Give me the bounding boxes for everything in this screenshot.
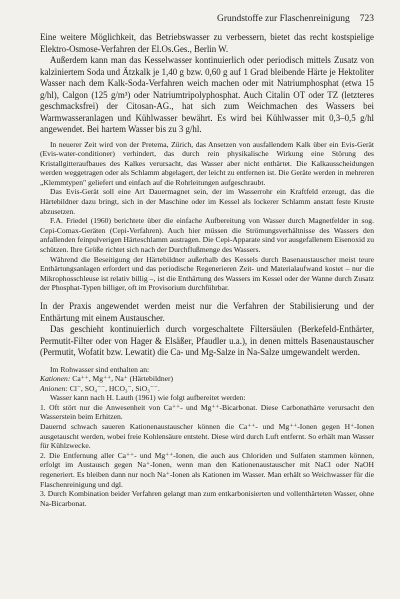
header-title: Grundstoffe zur Flaschenreinigung (216, 14, 350, 24)
intro-section (40, 32, 374, 136)
list-item-2: 2. Die Entfernung aller Ca⁺⁺- und Mg⁺⁺-Ionen, die auch aus Chloriden und Sulfaten stammen können, erfolgt im Austausch gegen Na⁺-Ionen, wenn man den Kationenaustauscher mit NaCl oder NaOH regeneriert. Es bleiben dann nur noch Na⁺-Ionen als Kationen im Wasser. Man erhält so Weichwasser für die Flaschenreinigung und dgl. (40, 450, 374, 489)
paragraph-elektro-osmose: Eine weitere Möglichkeit, das Betriebswasser zu verbessern, bietet das recht kostspielige Elektro-Osmose-Verfahren der El.Os.Ges., Berlin W. (40, 32, 374, 54)
kationen-value: Ca⁺⁺, Mg⁺⁺, Na⁺ (Härtebildner) (72, 374, 174, 384)
paragraph-praxis: In der Praxis angewendet werden meist nur die Verfahren der Stabilisierung und der Enthärtung mit einem Austauscher. (40, 301, 374, 323)
page-number: 723 (359, 14, 374, 24)
list-item-1: 1. Oft stört nur die Anwesenheit von Ca⁺⁺- und Mg⁺⁺-Bicarbonat. Diese Carbonathärte verursacht den Wasserstein beim Erhitzen. (40, 402, 374, 422)
anionen-line (40, 384, 374, 394)
fine-print-section (40, 140, 374, 294)
anionen-value: Cl⁻, SO₄⁻⁻, HCO₃⁻, SiO₃⁻⁻. (69, 383, 160, 393)
kationen-label: Kationen: (40, 374, 71, 384)
paragraph-basenaustauscher: Während die Beseitigung der Härtebildner außerhalb des Kessels durch Basenaustauscher meist teure Enthärtungsanlagen erfordert und das periodische Regenerieren Zeit- und Materialaufwand kostet – nur die Mikrophosschleuse ist relativ billig –, ist die Enthärtung des Wassers im Kessel oder der Wanne durch Zusatz der Phosphat-Typen billiger, oft im Provisorium durchführbar. (40, 254, 374, 293)
paragraph-lauth: Wasser kann nach H. Lauth (1961) wie folgt aufbereitet werden: (50, 393, 246, 403)
anionen-label: Anionen: (40, 383, 68, 393)
list-item-1b: Dauernd schwach saueren Kationenaustauscher können die Ca⁺⁺- und Mg⁺⁺-Ionen gegen H⁺-Ionen ausgetauscht werden, wobei freie Kohlensäure entsteht. Diese wird durch Luft entfernt. So erhält man Wasser für Kühlzwecke. (40, 422, 374, 451)
paragraph-dauermagnet: Das Evis-Gerät soll eine Art Dauermagnet sein, der im Wasserrohr ein Kraftfeld erzeugt, das die Härtebildner dazu bringt, sich in der Maschine oder im Kessel als lockerer Schlamm anstatt feste Kruste abzusetzen. (40, 187, 374, 216)
kationen-line (40, 374, 374, 384)
paragraph-kalk-soda: Außerdem kann man das Kesselwasser kontinuierlich oder periodisch mittels Zusatz von kalziniertem Soda und Ätzkalk je 1,40 g bzw. 0,60 g auf 1 Grad bleibende Härte je Hektoliter Wasser nach dem Kalk-Soda-Verfahren weich machen oder mit Natriumphosphat (etwa 15 g/hl), Calgon (125 g/m³) oder Natriumtripolyphosphat. Auch Citalin OT oder TZ (letzteres geschmacksfrei) der Citosan-AG., hat sich zum Weichmachen des Wassers bei Warmwasseranlagen und Kühlwasser bewährt. Es wird bei Kühlwasser mit 0,3–0,5 g/hl angewendet. Bei hartem Wasser bis zu 3 g/hl. (40, 55, 374, 134)
list-item-3: 3. Durch Kombination beider Verfahren gelangt man zum entkarbonisierten und vollenthärteten Wasser, ohne Na-Bicarbonat. (40, 489, 374, 508)
running-header (40, 14, 374, 24)
paragraph-friedel: F.A. Friedel (1960) berichtete über die einfache Aufbereitung von Wasser durch Magnetfelder in sog. Cepi-Comax-Geräten (Cepi-Verfahren). Auch hier müssen die Strömungsverhältnisse des Wassers den anfallenden feinpulverigen Härteschlamm austragen. Die Cepi-Apparate sind vor ausgefallenem Eisenoxid zu schützen. Ihre Größe richtet sich nach der Durchflußmenge des Wassers. (40, 216, 374, 255)
paragraph-evis-geraet: In neuerer Zeit wird von der Pretema, Zürich, das Ansetzen von ausfallendem Kalk über ein Evis-Gerät (Evis-water-conditioner) verhindert, das durch rein physikalische Wirkung eine Störung des Kristallgitteraufbaues des Kalkes verursacht, das Wasser aber nicht enthärtet. Die Kalkausscheidungen werden weggetragen oder als Schlamm abgelagert, der leicht zu entfernen ist. Die Geräte werden in mehreren „Klemmtypen" geliefert und einfach auf die Rohrleitungen aufgeschraubt. (40, 139, 374, 187)
rohwasser-intro: Im Rohwasser sind enthalten an: (50, 364, 150, 374)
praxis-section (40, 301, 374, 359)
rohwasser-section (40, 365, 374, 509)
paragraph-filtersaeulen: Das geschieht kontinuierlich durch vorgeschaltete Filtersäulen (Berkefeld-Enthärter, Permutit-Filter oder von Hager & Elsäßer, Pfaudler u.a.), in denen mittels Basenaustauscher (Permutit, Wofatit bzw. Lewatit) die Ca- und Mg-Salze in Na-Salze umgewandelt werden. (40, 324, 374, 357)
